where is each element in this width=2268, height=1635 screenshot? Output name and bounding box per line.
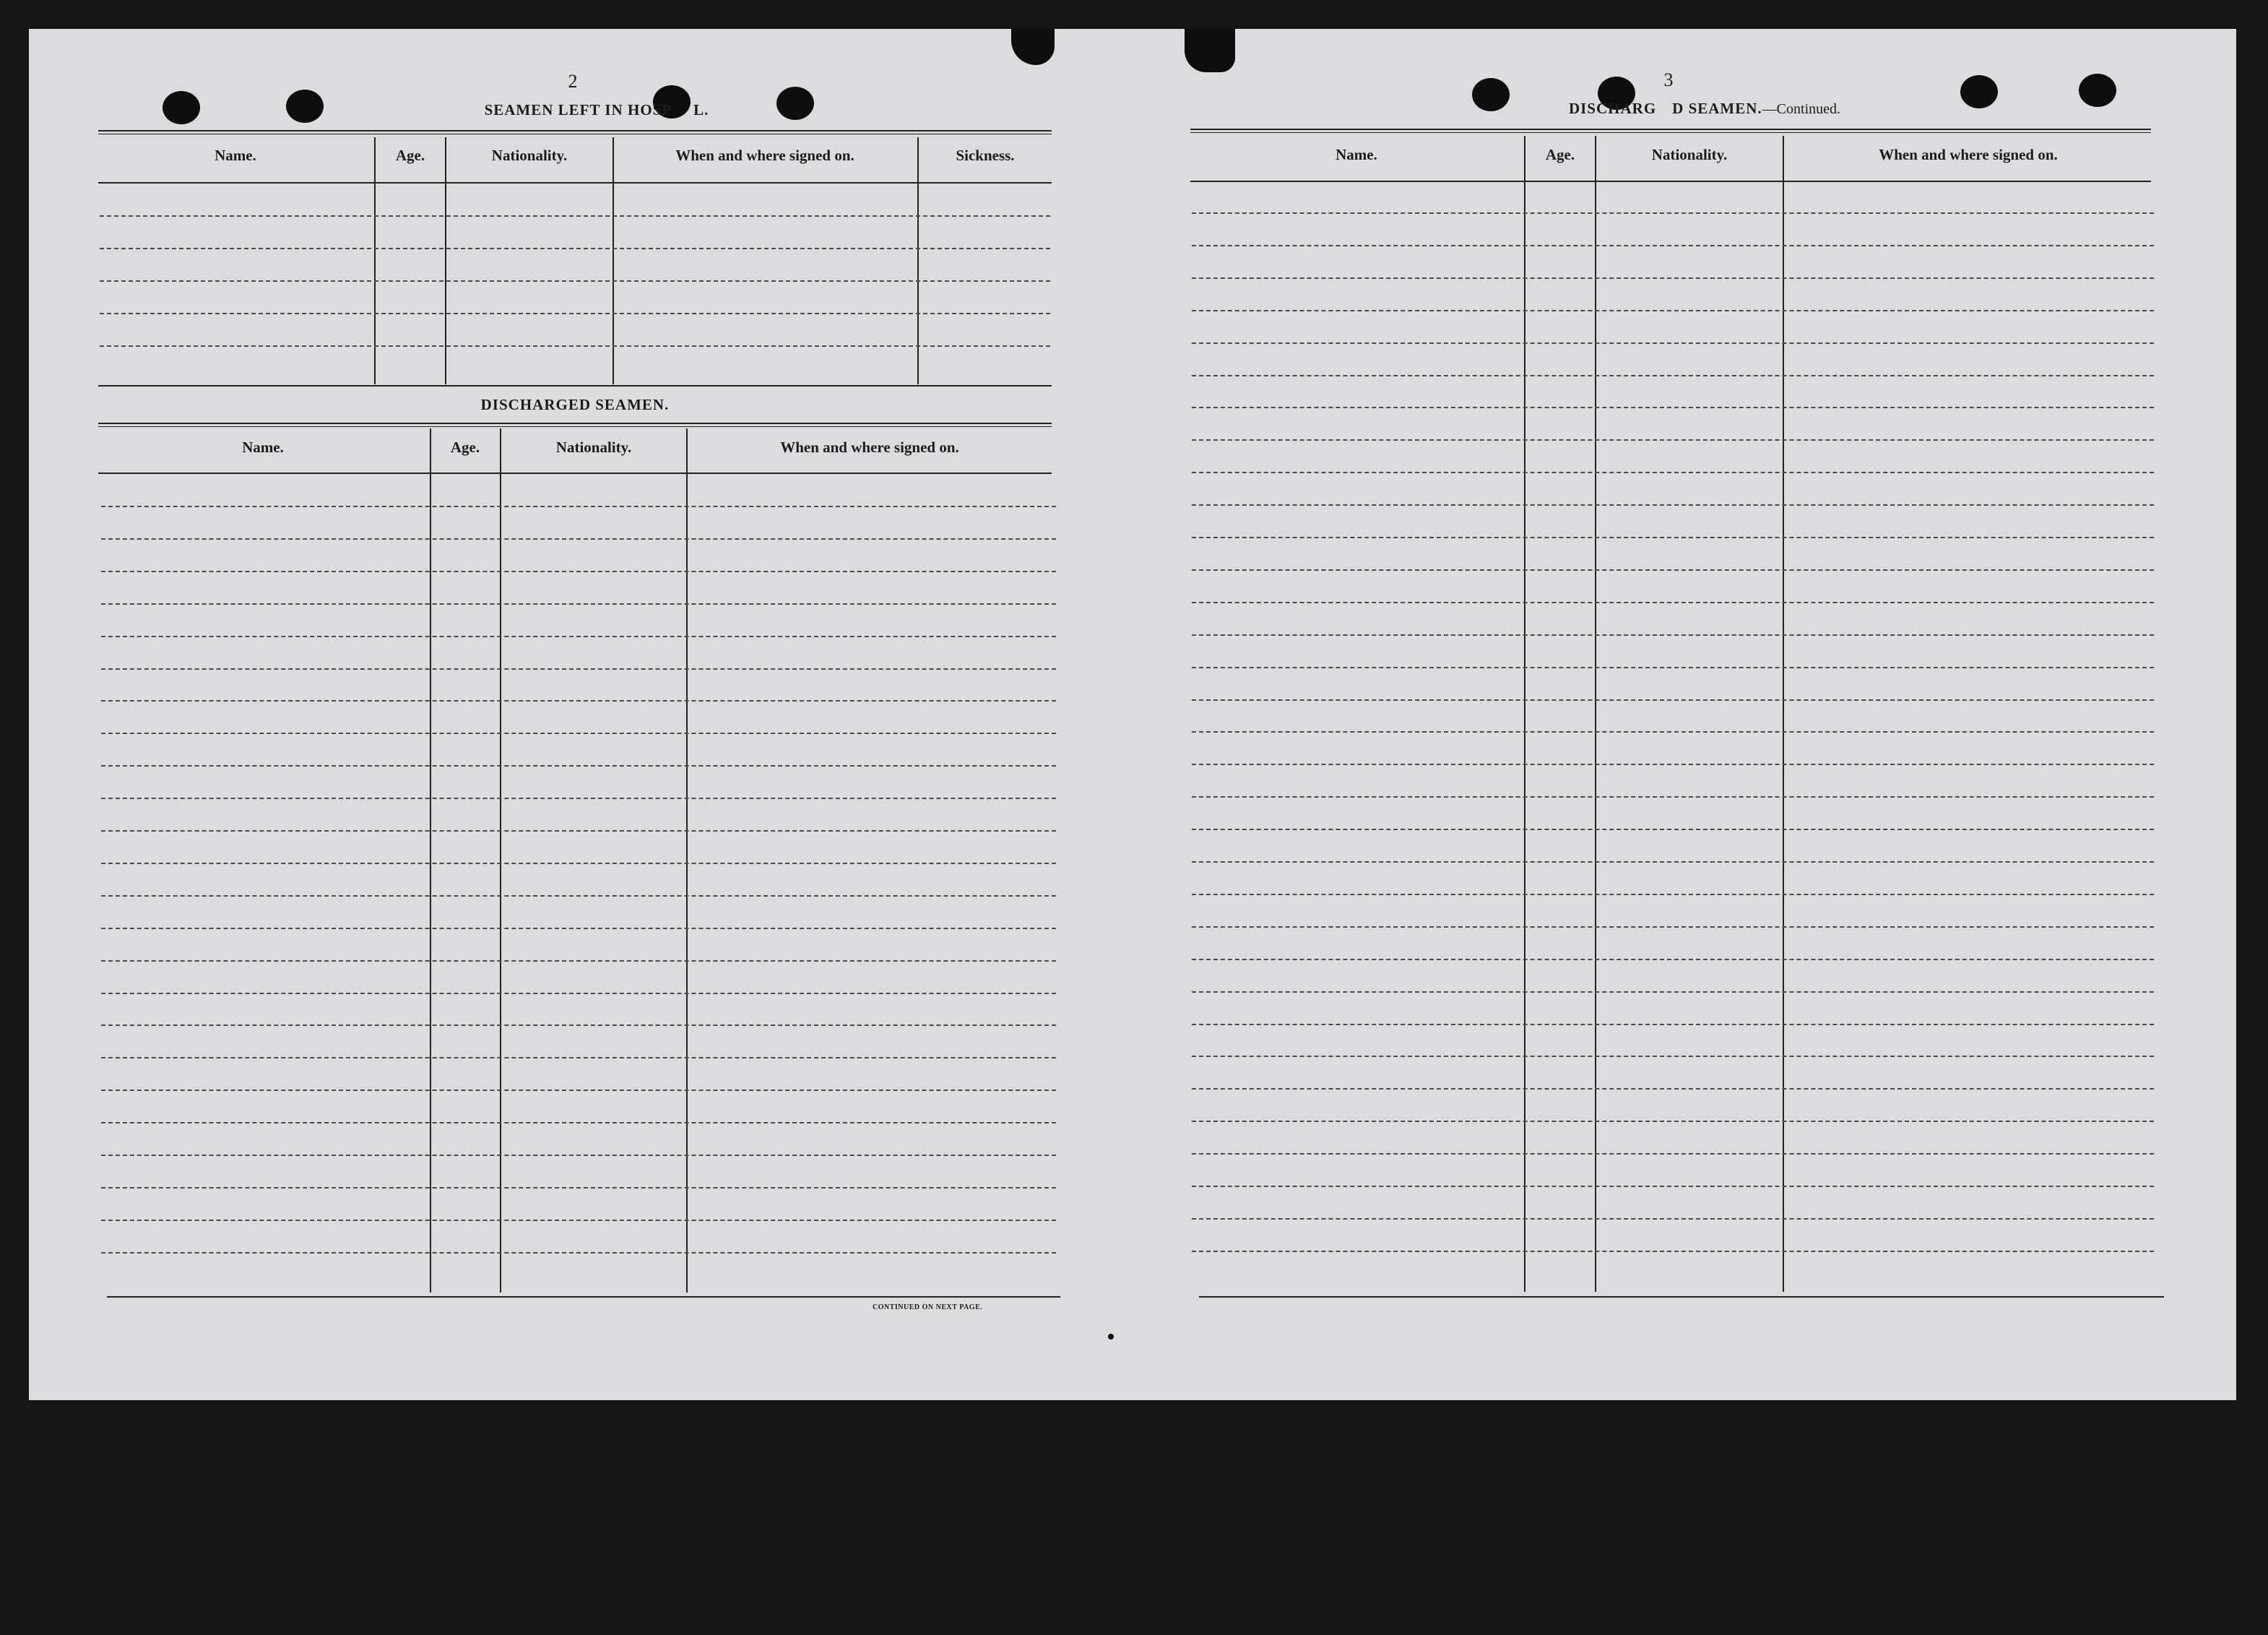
col-head-signed-on: When and where signed on. [780, 439, 959, 456]
form-row-line [100, 280, 1050, 282]
punch-hole [1960, 75, 1998, 108]
form-row-line [1192, 894, 2154, 895]
hospital-section-title [445, 101, 748, 119]
right-bottom-rule [1199, 1296, 2164, 1298]
column-divider [430, 428, 431, 1293]
column-divider [613, 137, 614, 384]
hospital-header-rule [98, 182, 1052, 184]
column-divider [500, 428, 501, 1293]
form-row-line [101, 1187, 1056, 1188]
form-row-line [1192, 602, 2154, 603]
form-row-line [101, 993, 1056, 994]
discharged-bottom-rule [107, 1296, 1060, 1298]
form-row-line [1192, 1218, 2154, 1220]
title-main: D SEAMEN. [1672, 100, 1762, 117]
punch-hole [776, 87, 814, 120]
form-row-line [101, 798, 1056, 799]
col-head-nationality: Nationality. [555, 439, 632, 456]
right-top-rule [1190, 129, 2151, 133]
col-head-name: Name. [242, 439, 284, 456]
form-row-line [101, 928, 1056, 929]
col-head-signed-on: When and where signed on. [675, 147, 854, 164]
form-row-line [1192, 569, 2154, 571]
form-row-line [1192, 277, 2154, 279]
form-row-line [101, 895, 1056, 897]
form-row-line [1192, 1088, 2154, 1090]
form-row-line [1192, 699, 2154, 701]
col-head-age: Age. [395, 147, 425, 164]
form-row-line [1192, 537, 2154, 538]
paper-tear [1011, 29, 1055, 65]
column-divider [686, 428, 688, 1293]
form-row-line [1192, 764, 2154, 765]
form-row-line [101, 538, 1056, 540]
form-row-line [1192, 861, 2154, 863]
punch-hole [2079, 74, 2116, 107]
form-row-line [1192, 212, 2154, 214]
form-row-line [100, 345, 1050, 347]
form-row-line [100, 215, 1050, 217]
col-head-age: Age. [1545, 146, 1575, 163]
form-row-line [101, 506, 1056, 507]
form-row-line [101, 830, 1056, 832]
form-row-line [101, 603, 1056, 605]
hospital-title-text: SEAMEN LEFT IN HOSP [484, 101, 672, 118]
form-row-line [101, 765, 1056, 767]
form-row-line [1192, 310, 2154, 311]
form-row-line [100, 313, 1050, 314]
title-prefix: DISCHARG [1568, 100, 1657, 117]
form-row-line [1192, 731, 2154, 733]
col-head-age: Age. [450, 439, 480, 456]
form-row-line [1192, 375, 2154, 376]
hospital-top-rule [98, 130, 1052, 134]
form-row-line [101, 636, 1056, 637]
punch-hole [163, 91, 200, 124]
form-row-line [1192, 959, 2154, 960]
discharged-header-rule [98, 473, 1052, 474]
col-head-nationality: Nationality. [491, 147, 568, 164]
form-row-line [101, 1220, 1056, 1221]
form-row-line [1192, 829, 2154, 830]
form-row-line [1192, 342, 2154, 344]
continued-note: CONTINUED ON NEXT PAGE. [873, 1303, 983, 1311]
right-header-rule [1190, 181, 2151, 182]
form-row-line [101, 1057, 1056, 1058]
form-row-line [101, 668, 1056, 670]
form-row-line [1192, 1024, 2154, 1025]
form-row-line [100, 248, 1050, 249]
form-row-line [1192, 1153, 2154, 1155]
form-row-line [1192, 796, 2154, 798]
form-row-line [101, 1090, 1056, 1091]
form-row-line [1192, 1056, 2154, 1057]
form-row-line [101, 1252, 1056, 1254]
form-row-line [1192, 504, 2154, 506]
form-row-line [101, 733, 1056, 734]
form-row-line [1192, 1121, 2154, 1122]
form-row-line [101, 1122, 1056, 1123]
page-number: 3 [1663, 69, 1674, 90]
hospital-bottom-rule [98, 385, 1052, 387]
column-divider [445, 137, 446, 384]
form-row-line [101, 1155, 1056, 1156]
form-row-line [101, 863, 1056, 864]
form-row-line [1192, 991, 2154, 993]
paper-speck [1108, 1334, 1114, 1340]
hospital-title-tail: L. [693, 101, 709, 118]
form-row-line [1192, 634, 2154, 636]
col-head-name: Name. [1336, 146, 1377, 163]
form-row-line [1192, 407, 2154, 408]
col-head-sickness: Sickness. [956, 147, 1015, 164]
punch-hole [286, 90, 324, 123]
form-row-line [101, 571, 1056, 572]
col-head-signed-on: When and where signed on. [1879, 146, 2058, 163]
discharged-section-title: DISCHARGED SEAMEN. [480, 396, 670, 413]
column-divider [374, 137, 376, 384]
form-row-line [101, 1024, 1056, 1026]
form-row-line [101, 700, 1056, 702]
page-number: 2 [568, 71, 578, 92]
discharged-continued-title [1517, 100, 1892, 118]
punch-hole [1472, 78, 1510, 111]
form-row-line [1192, 667, 2154, 668]
form-row-line [1192, 472, 2154, 473]
col-head-nationality: Nationality. [1651, 146, 1728, 163]
column-divider [917, 137, 919, 384]
form-row-line [1192, 439, 2154, 441]
title-suffix: —Continued. [1762, 101, 1841, 117]
document-page-spread [29, 29, 2236, 1400]
form-row-line [1192, 1186, 2154, 1187]
form-row-line [1192, 245, 2154, 246]
form-row-line [1192, 926, 2154, 928]
discharged-top-rule [98, 423, 1052, 427]
paper-tear [1185, 29, 1235, 72]
form-row-line [1192, 1251, 2154, 1252]
col-head-name: Name. [215, 147, 256, 164]
form-row-line [101, 960, 1056, 962]
